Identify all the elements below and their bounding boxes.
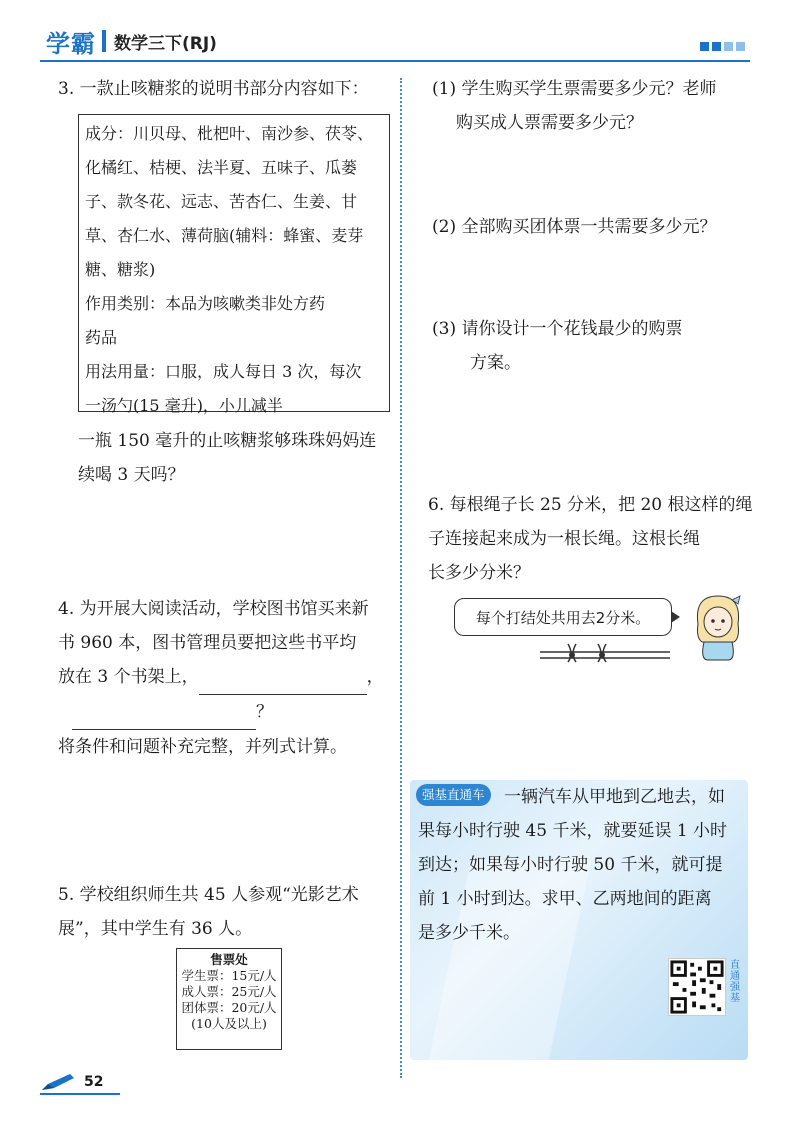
q4-line: 书 960 本，图书管理员要把这些书平均	[58, 633, 357, 653]
instruction-line: 用法用量：口服，成人每日 3 次，每次	[85, 362, 362, 381]
q3-question-line: 续喝 3 天吗？	[78, 465, 185, 485]
bonus-line: 是多少千米。	[418, 923, 520, 943]
bonus-text	[418, 780, 748, 950]
header-rule	[40, 60, 750, 62]
q6-line: 子连接起来成为一根长绳。这根长绳	[428, 529, 700, 549]
sub1-line: (1) 学生购买学生票需要多少元？老师	[432, 79, 717, 99]
q5-block	[58, 878, 388, 946]
sub3-line: (3) 请你设计一个花钱最少的购票	[432, 319, 683, 339]
instruction-line: 草、杏仁水、薄荷脑(辅料：蜂蜜、麦芽	[85, 226, 364, 245]
bonus-line: 到达；如果每小时行驶 50 千米，就可提	[418, 855, 723, 875]
q6-block	[428, 488, 758, 590]
sub1-line: 购买成人票需要多少元？	[456, 113, 643, 133]
q5-sub3	[432, 312, 752, 380]
header-squares-decoration	[700, 42, 745, 51]
girl-character-icon	[688, 590, 748, 662]
ticket-adult: 成人票：25元/人	[181, 984, 277, 999]
q6-line: 6. 每根绳子长 25 分米，把 20 根这样的绳	[428, 495, 753, 515]
ticket-title: 售票处	[210, 952, 248, 967]
header-brand	[42, 24, 217, 58]
pen-icon	[40, 1072, 78, 1092]
answer-blank-condition[interactable]	[199, 660, 367, 695]
q6-line: 长多少分米？	[428, 563, 530, 583]
bonus-tag: 强基直通车	[416, 784, 491, 806]
q4-line3-suffix: ，	[366, 667, 384, 687]
sub3-line: 方案。	[470, 353, 521, 373]
q4-line4-suffix: ？	[256, 702, 273, 722]
instruction-box	[78, 114, 390, 415]
instruction-line: 药品	[85, 328, 118, 347]
q3-question-line: 一瓶 150 毫升的止咳糖浆够珠珠妈妈连	[78, 431, 377, 451]
book-title: 数学三下(RJ)	[114, 33, 217, 54]
q5-line: 5. 学校组织师生共 45 人参观“光影艺术	[58, 885, 359, 905]
q5-sub2: (2) 全部购买团体票一共需要多少元？	[432, 217, 717, 237]
qr-label: 直通强基	[730, 960, 740, 1004]
rope-knot-icon	[540, 640, 670, 666]
q3-question	[78, 424, 388, 492]
brand-logo: 学霸	[46, 29, 96, 58]
bonus-line: 果每小时行驶 45 千米，就要延误 1 小时	[418, 821, 728, 841]
qr-code-icon[interactable]	[668, 958, 726, 1016]
page-number: 52	[84, 1074, 104, 1090]
q5-line: 展”，其中学生有 36 人。	[58, 919, 253, 939]
instruction-line: 糖、糖浆)	[85, 260, 156, 279]
instruction-line: 一汤勺(15 毫升)，小儿减半	[85, 396, 283, 415]
q4-line3-prefix: 放在 3 个书架上，	[58, 667, 199, 687]
bonus-line: 前 1 小时到达。求甲、乙两地间的距离	[418, 889, 712, 909]
q4-line: 4. 为开展大阅读活动，学校图书馆买来新	[58, 599, 369, 619]
column-divider	[400, 78, 402, 1078]
q4-line: 将条件和问题补充完整，并列式计算。	[58, 737, 347, 757]
ticket-group: 团体票：20元/人	[181, 1000, 277, 1015]
q3-stem: 3. 一款止咳糖浆的说明书部分内容如下：	[58, 79, 369, 99]
answer-blank-question[interactable]	[72, 695, 256, 730]
instruction-line: 化橘红、桔梗、法半夏、五味子、瓜蒌	[85, 158, 358, 177]
q4-line	[58, 660, 388, 695]
instruction-line: 成分：川贝母、枇杷叶、南沙参、茯苓、	[85, 124, 374, 143]
instruction-line: 子、款冬花、远志、苦杏仁、生姜、甘	[85, 192, 358, 211]
ticket-price-board	[176, 948, 282, 1050]
footer-rule	[40, 1093, 120, 1095]
speech-bubble: 每个打结处共用去2分米。	[454, 598, 672, 636]
ticket-student: 学生票：15元/人	[181, 968, 277, 983]
q4-block	[58, 592, 388, 764]
q4-line	[58, 695, 388, 730]
instruction-line: 作用类别：本品为咳嗽类非处方药	[85, 294, 326, 313]
ticket-group-note: (10人及以上)	[191, 1016, 267, 1031]
q5-sub1	[432, 72, 752, 140]
bonus-line: 一辆汽车从甲地到乙地去，如	[504, 787, 725, 807]
logo-divider	[102, 30, 106, 52]
